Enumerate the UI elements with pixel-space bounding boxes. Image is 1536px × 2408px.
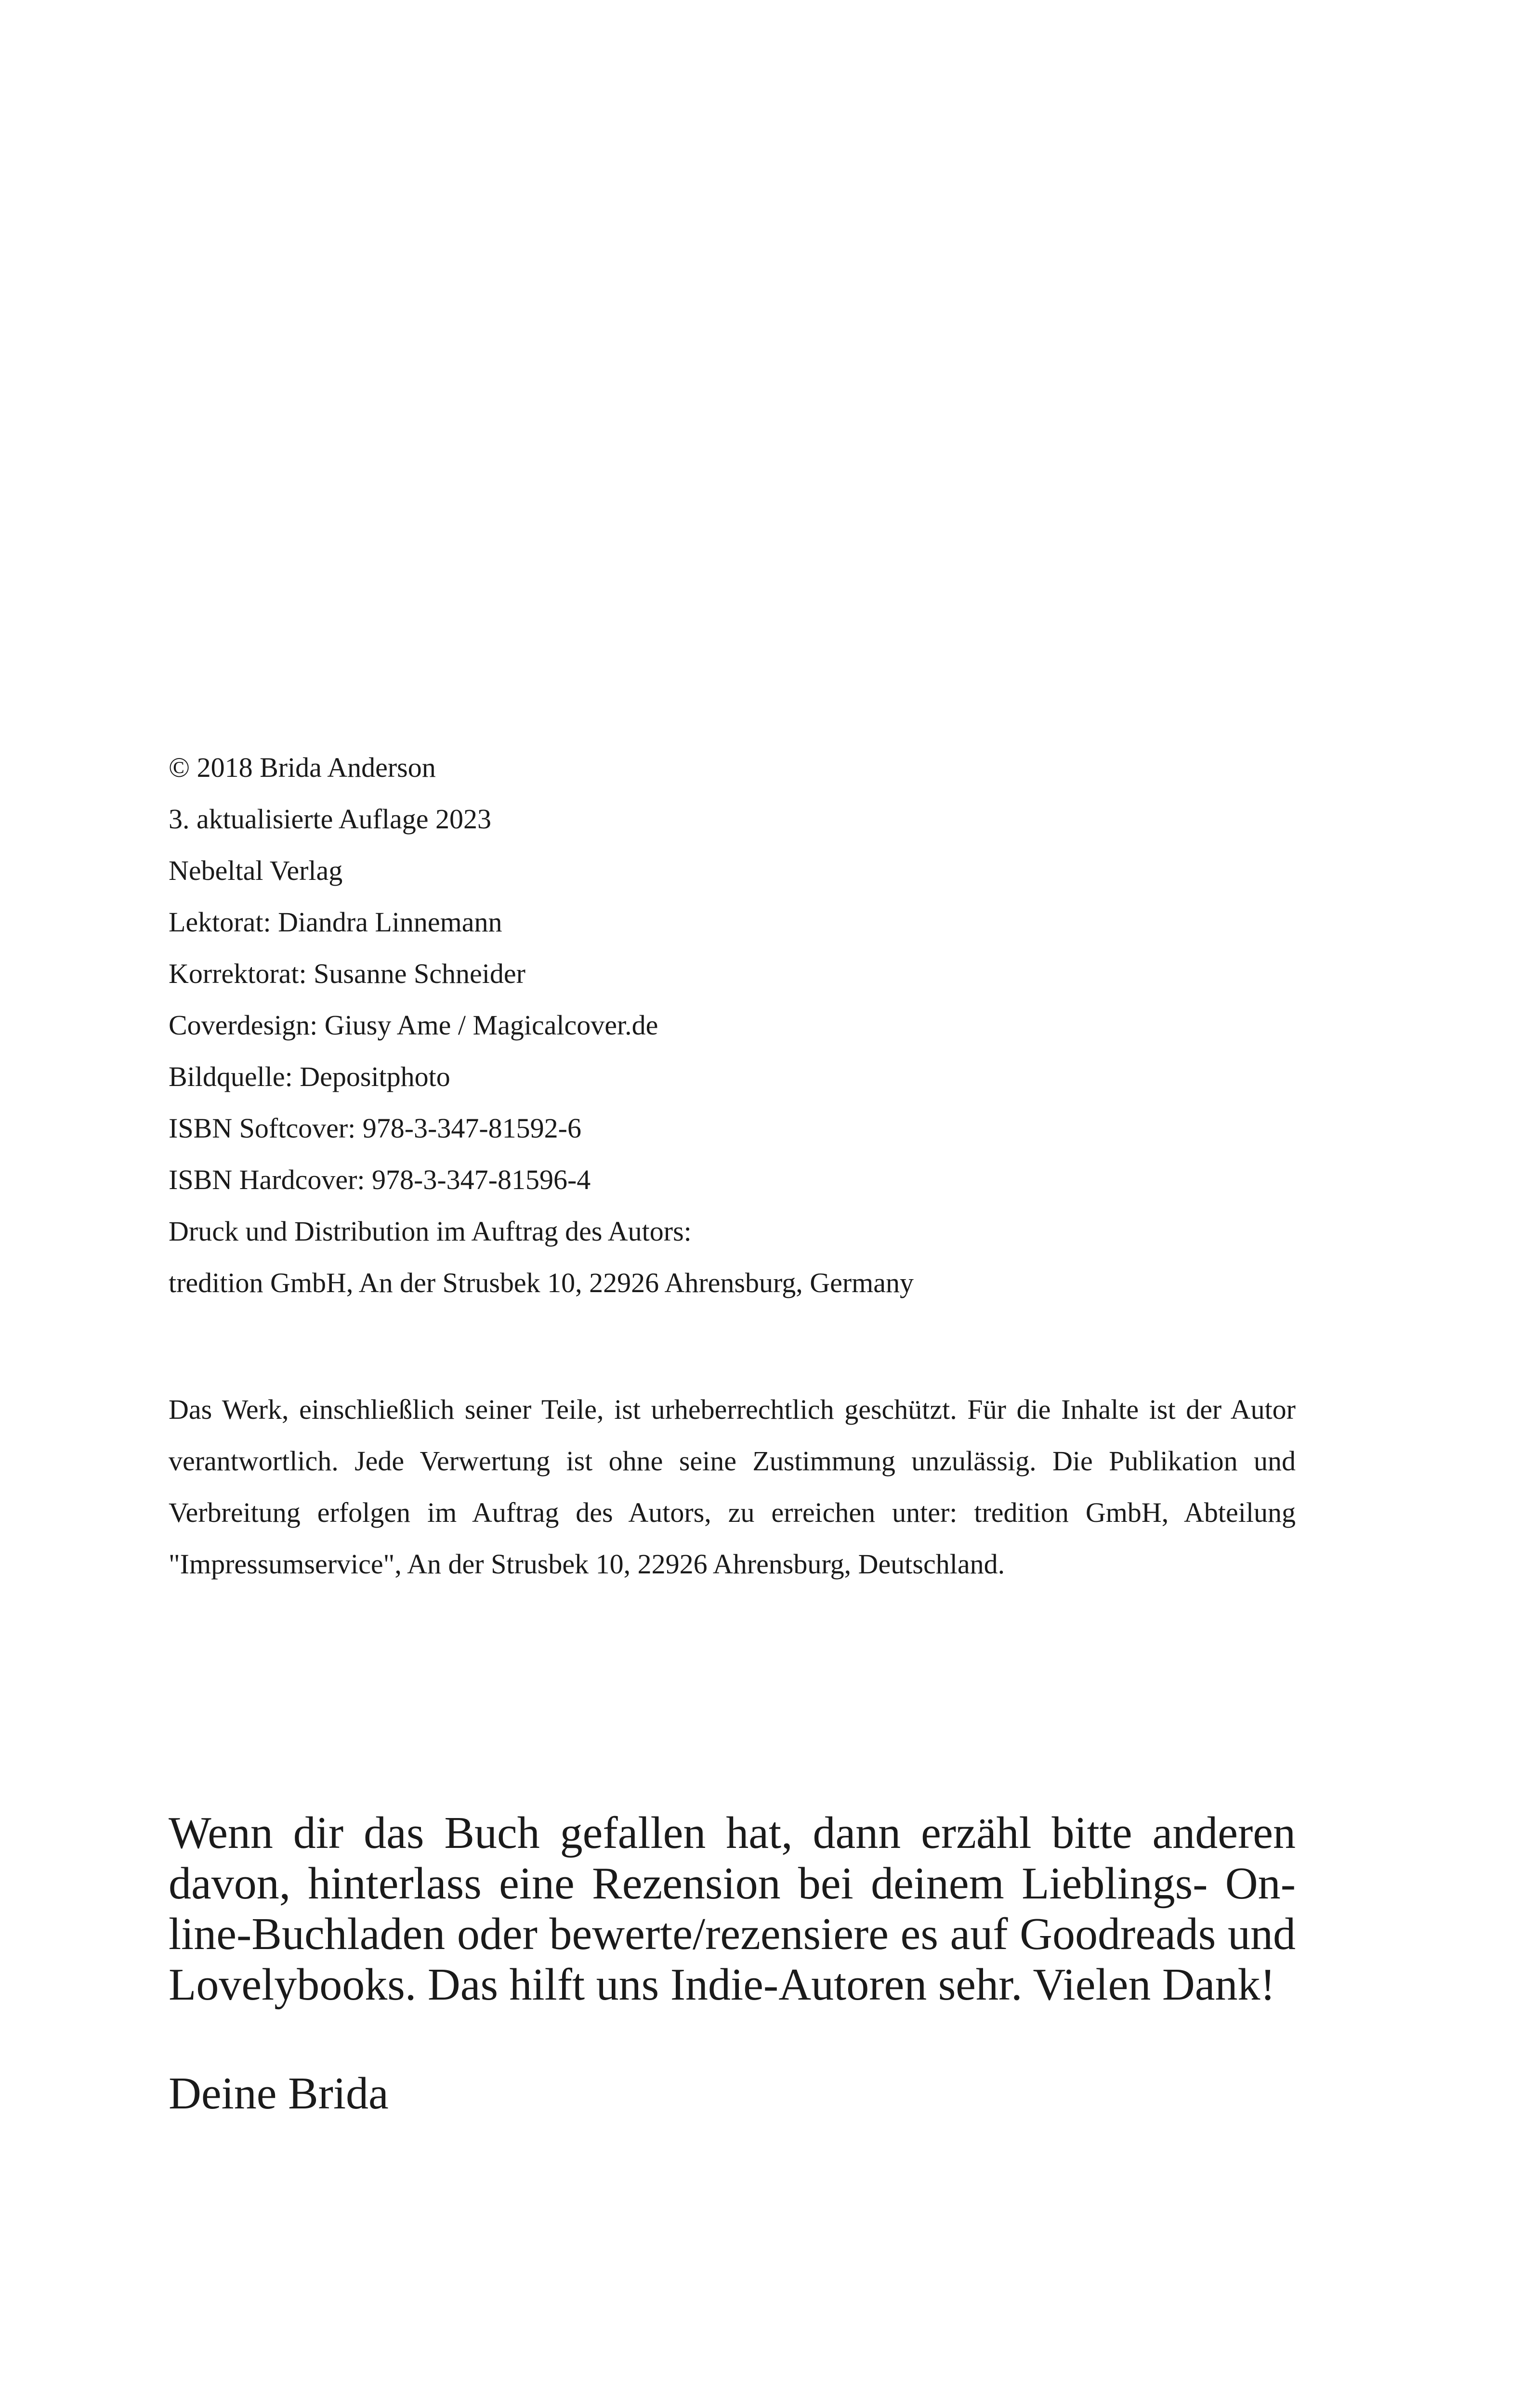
author-signature: Deine Brida [169, 2068, 389, 2119]
proofreader-line: Korrektorat: Susanne Schneider [169, 958, 525, 989]
editor-line: Lektorat: Diandra Linnemann [169, 906, 502, 938]
publisher-line: Nebeltal Verlag [169, 855, 343, 886]
review-request-paragraph: Wenn dir das Buch gefallen hat, dann erzähl bitte anderen davon, hinterlass eine Rezension bei deinem Lieblings- Online-Buchladen oder bewerte/rezensiere es auf Goodreads und Lovelybooks. Das hilft uns Indie-Autoren sehr. Vielen Dank! [169, 1808, 1296, 2010]
imprint-block [169, 742, 1296, 1309]
copyright-line: © 2018 Brida Anderson [169, 752, 436, 783]
isbn-hardcover-line: ISBN Hardcover: 978-3-347-81596-4 [169, 1164, 591, 1195]
image-source-line: Bildquelle: Depositphoto [169, 1061, 450, 1092]
cover-design-line: Coverdesign: Giusy Ame / Magicalcover.de [169, 1009, 658, 1041]
distributor-address-line: tredition GmbH, An der Strusbek 10, 22926 Ahrensburg, Germany [169, 1267, 914, 1298]
distribution-line: Druck und Distribution im Auftrag des Autors: [169, 1216, 692, 1247]
copyright-notice-paragraph: Das Werk, einschließlich seiner Teile, ist urheberrechtlich geschützt. Für die Inhalte ist der Autor verantwortlich. Jede Verwertung ist ohne seine Zustimmung unzulässig. Die Publikation und Verbreitung erfolgen im Auftrag des Autors, zu erreichen unter: tredition GmbH, Abteilung "Impressumservice", An der Strusbek 10, 22926 Ahrensburg, Deutschland. [169, 1394, 1296, 1580]
edition-line: 3. aktualisierte Auflage 2023 [169, 803, 492, 835]
isbn-softcover-line: ISBN Softcover: 978-3-347-81592-6 [169, 1112, 582, 1144]
